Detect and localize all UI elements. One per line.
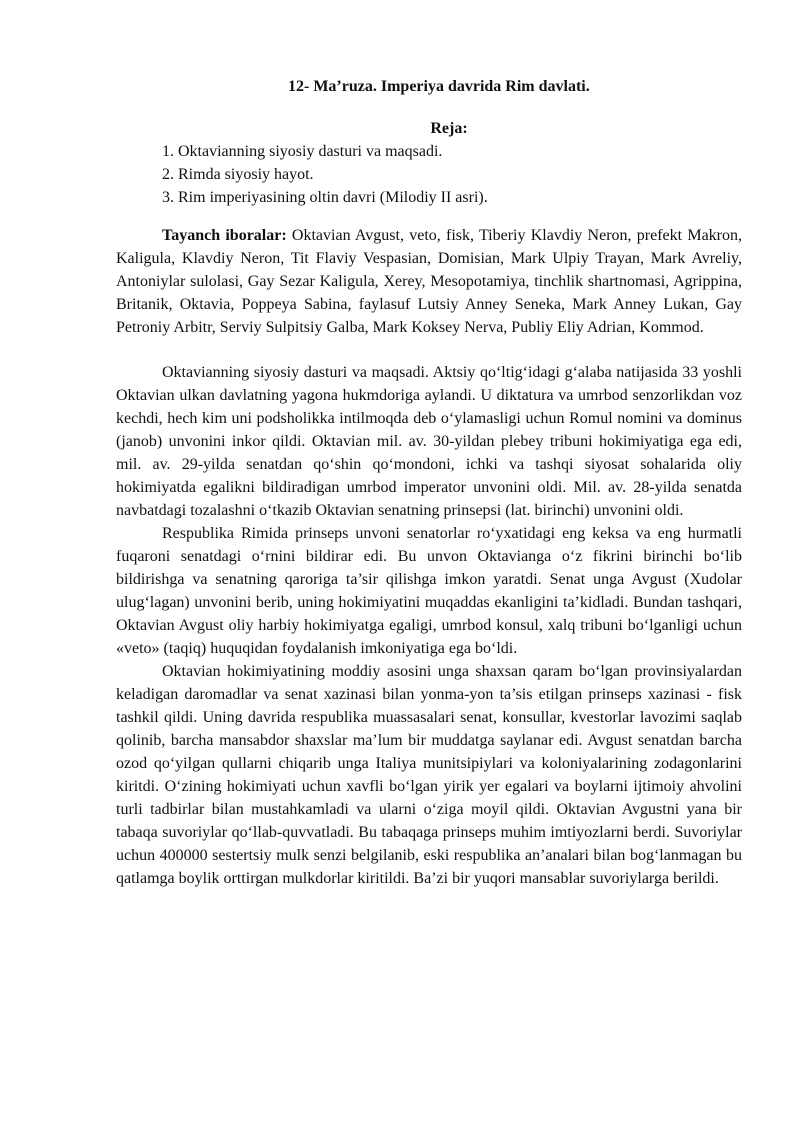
plan-item: 3. Rim imperiyasining oltin davri (Milodiy II asri).	[162, 189, 488, 206]
keywords-label: Tayanch iboralar:	[162, 227, 287, 244]
keywords-text: Oktavian Avgust, veto, fisk, Tiberiy Klavdiy Neron, prefekt Makron, Kaligula, Klavdiy Neron, Tit Flaviy Vespasian, Domisian, Mark Ulpiy Trayan, Mark Avreliy, Antoniylar sulolasi, Gay Sezar Kaligula, Xerey, Mesopotamiya, tinchlik shartnomasi, Agrippina, Britanik, Oktavia, Poppeya Sabina, faylasuf Lutsiy Anney Seneka, Mark Anney Lukan, Gay Petroniy Arbitr, Serviy Sulpitsiy Galba, Mark Koksey Nerva, Publiy Eliy Adrian, Kommod.	[116, 227, 742, 336]
body-paragraph-2: Respublika Rimida prinseps unvoni senatorlar ro‘yxatidagi eng keksa va eng hurmatli fuqaroni senatdagi o‘rnini bildirar edi. Bu unvon Oktavianga o‘z fikrini birinchi bo‘lib bildirishga va senatning qaroriga ta’sir qilishga imkon yaratdi. Senat unga Avgust (Xudolar ulug‘lagan) unvonini berib, uning hokimiyatini muqaddas ekanligini ta’kidladi. Bundan tashqari, Oktavian Avgust oliy harbiy hokimiyatga egaligi, umrbod konsul, xalq tribuni bo‘lganligi uchun «veto» (taqiq) huquqidan foydalanish imkoniyatiga ega bo‘ldi.	[116, 525, 742, 657]
plan-item: 2. Rimda siyosiy hayot.	[162, 166, 314, 183]
plan-heading: Reja:	[430, 120, 468, 137]
keywords-paragraph	[116, 224, 742, 339]
document-page	[116, 0, 742, 890]
body-paragraph-3: Oktavian hokimiyatining moddiy asosini unga shaxsan qaram bo‘lgan provinsiyalardan keladigan daromadlar va senat xazinasi bilan yonma-yon ta’sis etilgan prinseps xazinasi - fisk tashkil qildi. Uning davrida respublika muassasalari senat, konsullar, kvestorlar lavozimi saqlab qolinib, barcha mansabdor shaxslar ma’lum bir muddatga saylanar edi. Avgust senatdan barcha ozod qo‘yilgan qullarni chiqarib unga Italiya munitsipiylari va koloniyalarining zodagonlarini kiritdi. O‘zining hokimiyati uchun xavfli bo‘lgan yirik yer egalari va boylarni ijtimoiy ahvolini turli tadbirlar bilan mustahkamladi va ularni o‘ziga moyil qildi. Oktavian Avgustni yana bir tabaqa suvoriylar qo‘llab-quvvatladi. Bu tabaqaga prinseps muhim imtiyozlarni berdi. Suvoriylar uchun 400000 sestertsiy mulk senzi belgilanib, eski respublika an’analari bilan bog‘lanmagan bu qatlamga boylik orttirgan mulkdorlar kiritildi. Ba’zi bir yuqori mansablar suvoriylarga berildi.	[116, 663, 742, 887]
body-paragraph-1: Oktavianning siyosiy dasturi va maqsadi. Aktsiy qo‘ltig‘idagi g‘alaba natijasida 33 yoshli Oktavian ulkan davlatning yagona hukmdoriga aylandi. U diktatura va umrbod senzorlikdan voz kechdi, hech kim uni podsholikka intilmoqda deb o‘ylamasligi uchun Romul nomini va dominus (janob) unvonini inkor qildi. Oktavian mil. av. 30-yildan plebey tribuni hokimiyatiga ega edi, mil. av. 29-yilda senatdan qo‘shin qo‘mondoni, ichki va tashqi siyosat sohalarida oliy hokimiyatda egalikni bildiradigan umrbod imperator unvonini oldi. Mil. av. 28-yilda senatda navbatdagi tozalashni o‘tkazib Oktavian senatning prinsepsi (lat. birinchi) unvonini oldi.	[116, 364, 742, 519]
lecture-title: 12- Ma’ruza. Imperiya davrida Rim davlati.	[288, 78, 590, 95]
plan-item: 1. Oktavianning siyosiy dasturi va maqsadi.	[162, 143, 443, 160]
plan-list	[116, 140, 742, 209]
